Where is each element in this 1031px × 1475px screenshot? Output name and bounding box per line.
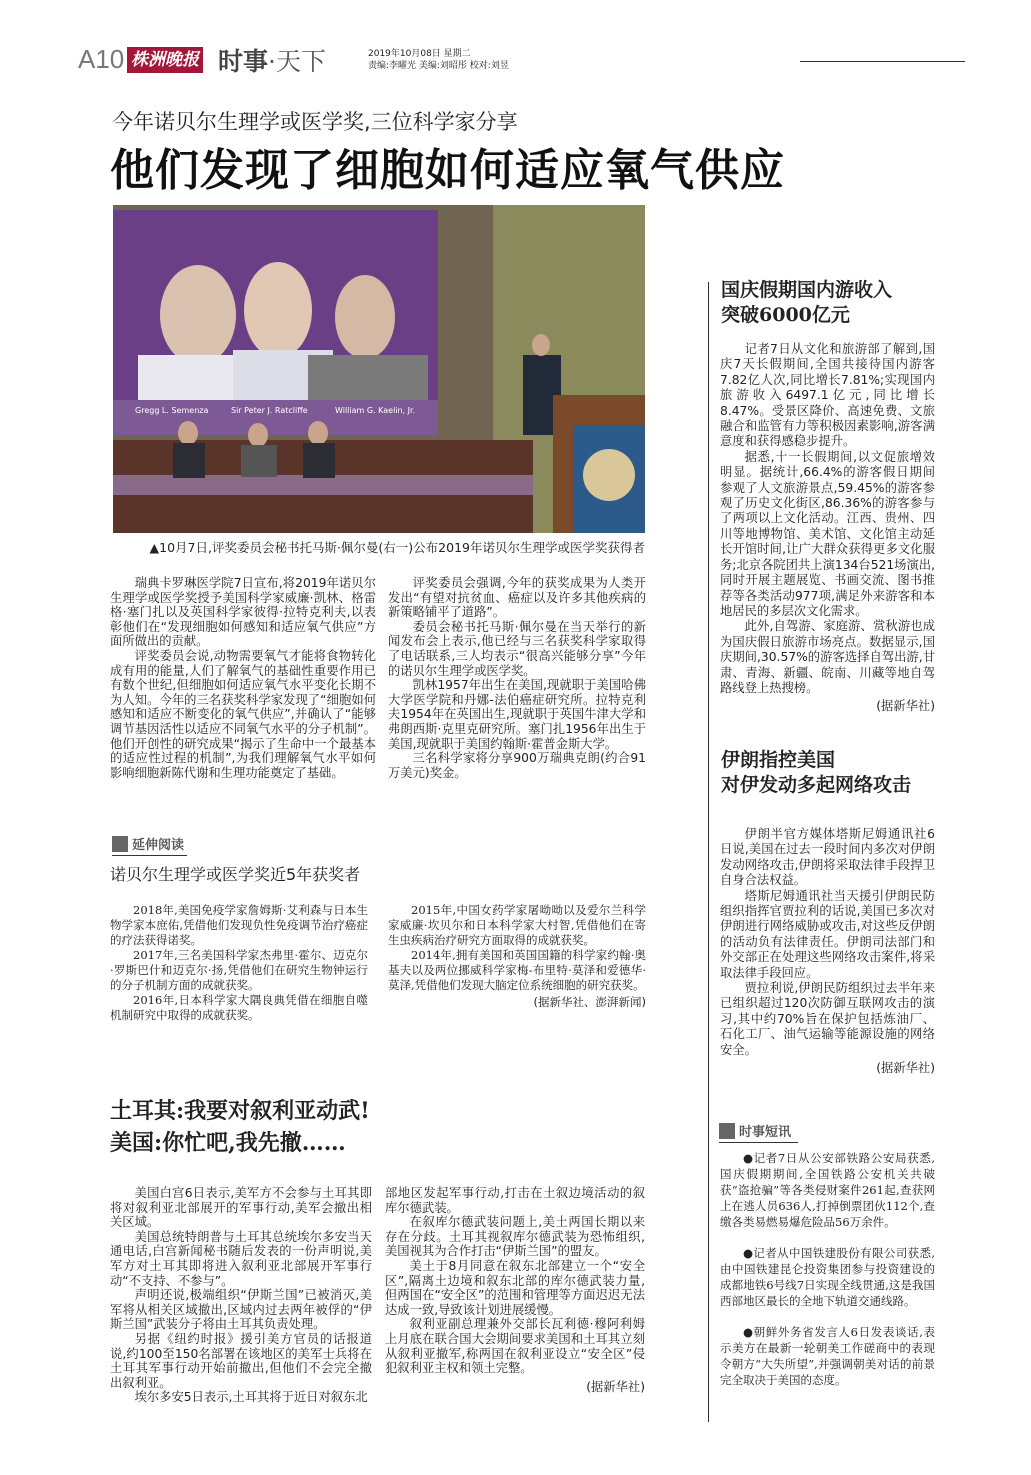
newspaper-logo: 株洲晚报 — [127, 47, 203, 73]
source-credit: (据新华社) — [876, 1061, 935, 1076]
paragraph: 2016年,日本科学家大隅良典凭借在细胞自噬机制研究中取得的成就获奖。 — [110, 993, 368, 1022]
extended-heading: 诺贝尔生理学或医学奖近5年获奖者 — [110, 865, 361, 884]
paragraph: 美土于8月同意在叙东北部建立一个“安全区”,隔离土边境和叙东北部的库尔德武装力量,但两国在“安全区”的范围和管理等方面迟迟无法达成一致,导致该计划进展缓慢。 — [385, 1258, 645, 1317]
extended-column-1 — [110, 903, 368, 1023]
paragraph: 另据《纽约时报》援引美方官员的话报道说,约100至150名部署在该地区的美军士兵将在土耳其军事行动开始前撤出,但他们不会完全撤出叙利亚。 — [110, 1331, 372, 1390]
tag-label: 时事短讯 — [739, 1125, 792, 1140]
paragraph: 此外,自驾游、家庭游、赏秋游也成为国庆假日旅游市场亮点。数据显示,国庆期间,30.57%的游客选择自驾出游,甘肃、青海、新疆、皖南、川藏等地自驾路线登上热搜榜。 — [720, 619, 935, 695]
paragraph: 2014年,拥有美国和英国国籍的科学家约翰·奥基夫以及两位挪威科学家梅-布里特·莫泽和爱德华·莫泽,凭借他们发现大脑定位系统细胞的研究获奖。 — [388, 948, 646, 992]
iran-article — [720, 827, 935, 1077]
paragraph: 叙利亚副总理兼外交部长瓦利德·穆阿利姆上月底在联合国大会期间要求美国和土耳其立刻从叙利亚撤军,称两国在叙利亚设立“安全区”侵犯叙利亚主权和领土完整。 — [385, 1317, 645, 1376]
lead-column-1 — [110, 576, 376, 780]
source-credit: (据新华社、澎湃新闻) — [533, 995, 646, 1009]
iran-headline — [721, 748, 911, 798]
paragraph: 评奖委员会说,动物需要氧气才能将食物转化成有用的能量,人们了解氧气的基础性重要作用已有数个世纪,但细胞如何适应氧气水平变化长期不为人知。今年的三名获奖科学家发现了“细胞如何感知和适应不断变化的氧气供应”,并确认了“能够调节基因活性以适应不同氧气水平的分子机制”。他们开创性的研究成果“揭示了生命中一个最基本的适应性过程的机制”,为我们理解氧气水平如何影响细胞新陈代谢和生理功能奠定了基础。 — [110, 648, 376, 780]
tourism-headline — [721, 278, 892, 328]
brief-item: ●朝鲜外务省发言人6日发表谈话,表示美方在最新一轮朝美工作磋商中的表现令朝方“大失所望”,并强调朝美对话的前景完全取决于美国的态度。 — [720, 1325, 935, 1387]
paragraph: 塔斯尼姆通讯社当天援引伊朗民防组织指挥官贾拉利的话说,美国已多次对伊朗进行网络威胁或攻击,对这些反伊朗的活动负有法律责任。伊朗司法部门和外交部正在处理这些网络攻击案件,将采取法律手段回应。 — [720, 888, 935, 980]
page-number: A10 — [78, 44, 125, 74]
screen-name-1: Gregg L. Semenza — [135, 406, 209, 415]
paragraph: 美国白宫6日表示,美军方不会参与土耳其即将对叙利亚北部展开的军事行动,美军会撤出相关区域。 — [110, 1186, 372, 1230]
extended-column-2 — [388, 903, 646, 1010]
screen-name-3: William G. Kaelin, Jr. — [335, 406, 416, 415]
paragraph: 三名科学家将分享900万瑞典克朗(约合91万美元)奖金。 — [388, 751, 646, 780]
paragraph: 2017年,三名美国科学家杰弗里·霍尔、迈克尔·罗斯巴什和迈克尔·扬,凭借他们在研究生物钟运行的分子机制方面的成就获奖。 — [110, 948, 368, 992]
brief-item: ●记者7日从公安部铁路公安局获悉,国庆假期期间,全国铁路公安机关共破获“盗抢骗”等各类侵财案件261起,查获网上在逃人员636人,打掉倒票团伙112个,查缴各类易燃易爆危险品56万余件。 — [720, 1151, 935, 1229]
paragraph: 据悉,十一长假期间,以文促旅增效明显。据统计,66.4%的游客假日期间参观了人文旅游景点,59.45%的游客参观了历史文化街区,86.36%的游客参与了两项以上文化活动。江西、贵州、四川等地博物馆、美术馆、文化馆主动延长开馆时间,让广大群众获得更多文化服务;北京各院团共上演134台521场演出,同时开展主题展览、书画交流、图书推荐等各类活动977项,满足外来游客和本地居民的多层次文化需求。 — [720, 449, 935, 618]
column-divider — [708, 282, 709, 1422]
paragraph: 部地区发起军事行动,打击在土叙边境活动的叙库尔德武装。 — [385, 1186, 645, 1215]
briefs-tag — [719, 1121, 798, 1143]
headline-line: 国庆假期国内游收入 — [721, 279, 893, 301]
briefs-list — [720, 1150, 935, 1403]
paragraph: 伊朗半官方媒体塔斯尼姆通讯社6日说,美国在过去一段时间内多次对伊朗发动网络攻击,伊朗将采取法律手段捍卫自身合法权益。 — [720, 827, 935, 888]
paragraph: 2018年,美国免疫学家詹姆斯·艾利森与日本生物学家本庶佑,凭借他们发现负性免疫调节治疗癌症的疗法获得诺奖。 — [110, 903, 368, 947]
turkey-title-1: 土耳其:我要对叙利亚动武! — [110, 1098, 370, 1124]
turkey-column-2 — [385, 1186, 645, 1394]
headline-line: 突破6000亿元 — [721, 304, 850, 326]
headline-line: 对伊发动多起网络攻击 — [721, 774, 912, 796]
paragraph: 凯林1957年出生在美国,现就职于美国哈佛大学医学院和丹娜-法伯癌症研究所。拉特克利夫1954年在英国出生,现就职于英国牛津大学和弗朗西斯·克里克研究所。塞门扎1956年出生于美国,现就职于美国约翰斯·霍普金斯大学。 — [388, 678, 646, 751]
paragraph: 贾拉利说,伊朗民防组织过去半年来已组织超过120次防御互联网攻击的演习,其中约70%旨在保护包括炼油厂、石化工厂、油气运输等能源设施的网络安全。 — [720, 981, 935, 1057]
tourism-article — [720, 342, 935, 715]
issue-date: 2019年10月08日 星期二 — [368, 49, 471, 59]
section-sub: ·天下 — [268, 47, 326, 76]
paragraph: 2015年,中国女药学家屠呦呦以及爱尔兰科学家威廉·坎贝尔和日本科学家大村智,凭借他们在寄生虫疾病治疗研究方面取得的成就获奖。 — [388, 903, 646, 947]
news-photo — [113, 205, 645, 533]
source-credit: (据新华社) — [876, 699, 935, 714]
paragraph: 埃尔多安5日表示,土耳其将于近日对叙东北 — [134, 1390, 368, 1405]
paragraph: 在叙库尔德武装问题上,美土两国长期以来存在分歧。土耳其视叙库尔德武装为恐怖组织,美国视其为合作打击“伊斯兰国”的盟友。 — [385, 1215, 645, 1259]
editor-credits: 责编:李曜光 美编:刘昭彤 校对:刘昱 — [368, 61, 509, 71]
section-main: 时事 — [218, 47, 269, 76]
screen-name-2: Sir Peter J. Ratcliffe — [231, 406, 308, 415]
arrow-icon — [112, 836, 128, 852]
lead-column-2 — [388, 576, 646, 780]
brief-item: ●记者从中国铁建股份有限公司获悉,由中国铁建昆仑投资集团参与投资建设的成都地铁6号线7日实现全线贯通,这是我国西部地区最长的全地下轨道交通线路。 — [720, 1246, 935, 1308]
issue-meta — [368, 48, 509, 72]
photo-caption: ▲10月7日,评奖委员会秘书托马斯·佩尔曼(右一)公布2019年诺贝尔生理学或医学奖获得者 — [149, 540, 645, 555]
paragraph: 委员会秘书托马斯·佩尔曼在当天举行的新闻发布会上表示,他已经与三名获奖科学家取得了电话联系,三人均表示“很高兴能够分享”今年的诺贝尔生理学或医学奖。 — [388, 619, 646, 678]
source-credit: (据新华社) — [586, 1379, 645, 1394]
turkey-column-1 — [110, 1186, 372, 1405]
lead-title: 他们发现了细胞如何适应氧气供应 — [110, 145, 785, 196]
section-title — [218, 42, 326, 78]
lead-subtitle: 今年诺贝尔生理学或医学奖,三位科学家分享 — [112, 110, 518, 134]
arrow-icon — [719, 1123, 735, 1139]
header-rule — [800, 61, 965, 62]
tag-label: 延伸阅读 — [132, 838, 185, 853]
extended-reading-tag — [112, 834, 187, 856]
headline-line: 伊朗指控美国 — [721, 749, 836, 771]
paragraph: 声明还说,极端组织“伊斯兰国”已被消灭,美军将从相关区域撤出,区域内过去两年被俘的“伊斯兰国”武装分子将由土耳其负责处理。 — [110, 1288, 372, 1332]
paragraph: 美国总统特朗普与土耳其总统埃尔多安当天通电话,白宫新闻秘书随后发表的一份声明说,美军方对土耳其即将进入叙利亚北部展开军事行动“不支持、不参与”。 — [110, 1229, 372, 1288]
paragraph: 评奖委员会强调,今年的获奖成果为人类开发出“有望对抗贫血、癌症以及许多其他疾病的新策略铺平了道路”。 — [388, 576, 646, 620]
turkey-title-2: 美国:你忙吧,我先撤…… — [110, 1130, 346, 1156]
paragraph: 记者7日从文化和旅游部了解到,国庆7天长假期间,全国共接待国内游客7.82亿人次,同比增长7.81%;实现国内旅游收入6497.1亿元,同比增长8.47%。受景区降价、高速免费、文旅融合和监管有力等积极因素影响,游客满意度和获得感稳步提升。 — [720, 342, 935, 449]
paragraph: 瑞典卡罗琳医学院7日宣布,将2019年诺贝尔生理学或医学奖授予美国科学家威廉·凯林、格雷格·塞门扎以及英国科学家彼得·拉特克利夫,以表彰他们在“发现细胞如何感知和适应氧气供应”方面所做出的贡献。 — [110, 576, 376, 649]
